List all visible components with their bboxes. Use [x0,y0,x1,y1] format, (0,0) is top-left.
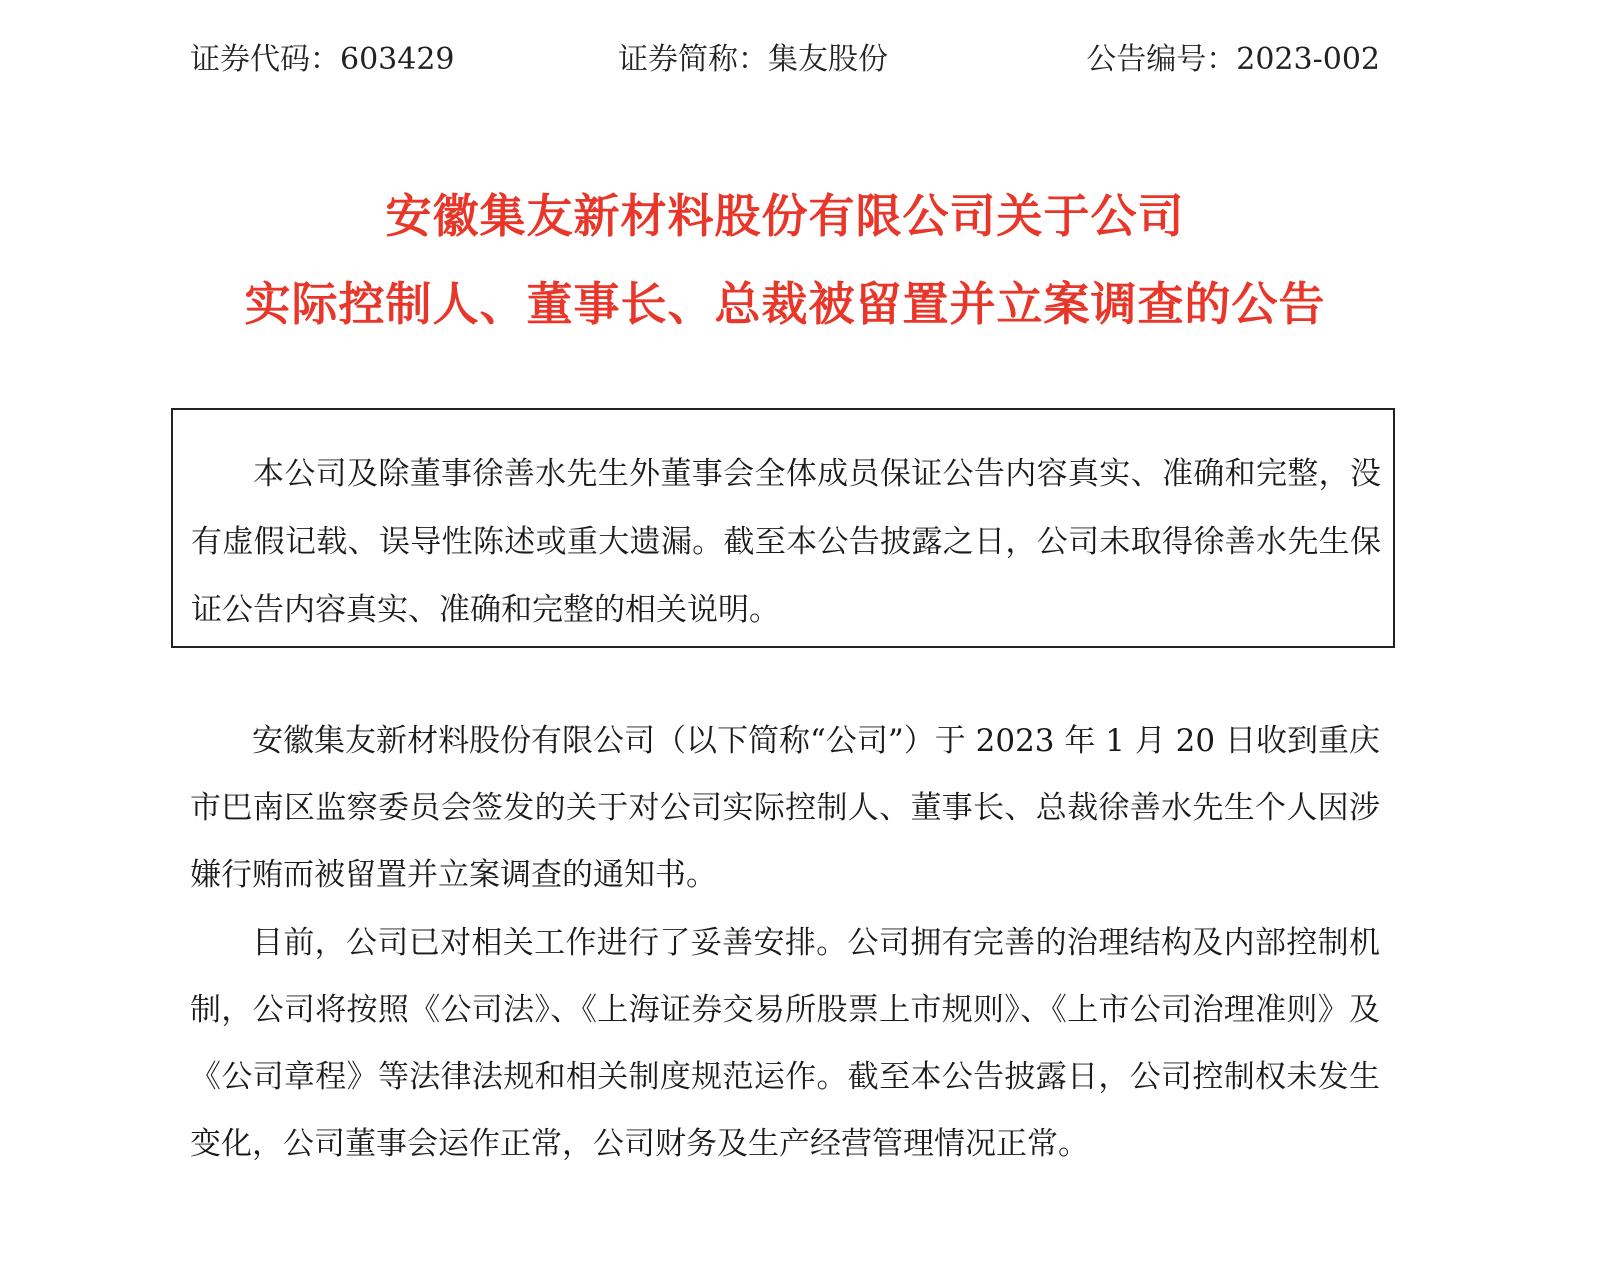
board-guarantee-notice-box [171,408,1395,648]
document-title-line-1: 安徽集友新材料股份有限公司关于公司 [385,189,1185,243]
stock-code: 证券代码：603429 [190,42,455,77]
board-guarantee-statement: 本公司及除董事徐善水先生外董事会全体成员保证公告内容真实、准确和完整，没有虚假记载、误导性陈述或重大遗漏。截至本公告披露之日，公司未取得徐善水先生保证公告内容真实、准确和完整的相关说明。 [191,456,1381,628]
body-paragraph-2: 目前，公司已对相关工作进行了妥善安排。公司拥有完善的治理结构及内部控制机制，公司将按照《公司法》、《上海证券交易所股票上市规则》、《上市公司治理准则》及《公司章程》等法律法规和相关制度规范运作。截至本公告披露日，公司控制权未发生变化，公司董事会运作正常，公司财务及生产经营管理情况正常。 [190,925,1380,1162]
announcement-number: 公告编号：2023-002 [1086,42,1380,77]
document-header [190,38,1380,82]
stock-abbreviation: 证券简称：集友股份 [618,42,888,77]
body-paragraph-1: 安徽集友新材料股份有限公司（以下简称“公司”）于 2023 年 1 月 20 日收到重庆市巴南区监察委员会签发的关于对公司实际控制人、董事长、总裁徐善水先生个人因涉嫌行贿而被留置并立案调查的通知书。 [190,723,1380,893]
document-title-line-2: 实际控制人、董事长、总裁被留置并立案调查的公告 [244,277,1326,331]
